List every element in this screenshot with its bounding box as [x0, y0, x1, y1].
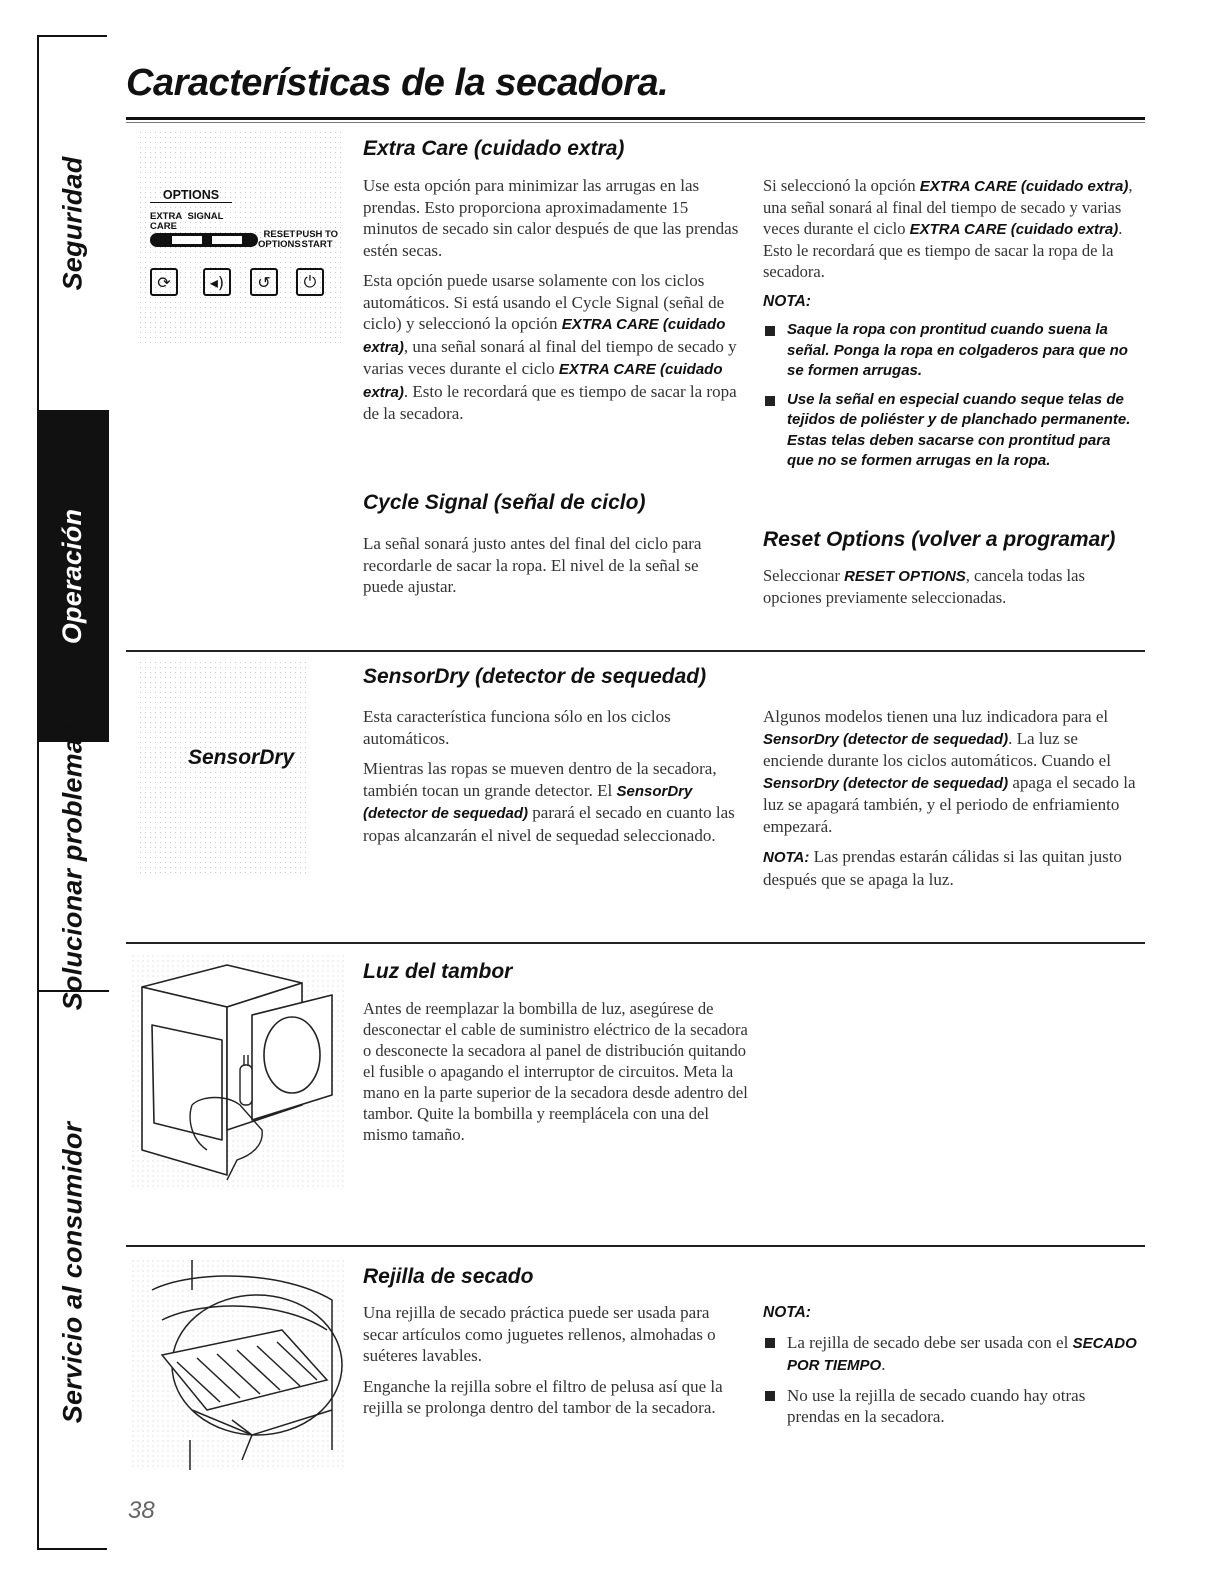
tab-seguridad[interactable]: Seguridad	[37, 37, 109, 412]
start-icon: ⏻	[296, 268, 324, 296]
sensordry-right-column	[763, 706, 1141, 899]
reset-options-label: RESET OPTIONS	[258, 229, 301, 250]
extra-care-note-list	[763, 320, 1141, 472]
options-panel-figure	[138, 130, 343, 345]
title-divider-thin	[126, 122, 1145, 123]
cycle-signal-heading: Cycle Signal (señal de ciclo)	[363, 491, 646, 514]
section-divider	[126, 942, 1145, 944]
page-title: Características de la secadora.	[126, 62, 669, 104]
section-divider	[126, 650, 1145, 652]
cycle-signal-column	[363, 533, 743, 607]
drum-light-heading: Luz del tambor	[363, 960, 513, 983]
drying-rack-note-list	[763, 1332, 1141, 1428]
refresh-icon: ⟳	[150, 268, 178, 296]
drum-light-column	[363, 998, 748, 1154]
sensordry-panel-label: SensorDry	[188, 746, 295, 769]
drying-rack-note-column	[763, 1302, 1141, 1436]
reset-options-heading: Reset Options (volver a programar)	[763, 528, 1116, 551]
options-toggle-switch	[150, 233, 258, 247]
tab-servicio-al-consumidor[interactable]: Servicio al consumidor	[57, 1121, 88, 1423]
extra-care-column	[363, 175, 743, 434]
extra-care-right-column	[763, 175, 1141, 480]
drying-rack-column	[363, 1302, 743, 1428]
drying-rack-illustration	[132, 1260, 347, 1470]
drum-light-text: Antes de reemplazar la bombilla de luz, asegúrese de desconectar el cable de suministro eléctrico de la secadora o desconecte la secadora al panel de distribución quitando el fusible o apagando el interruptor de circuitos. Meta la mano en la parte superior de la secadora desde adentro del tambor. Quite la bombilla y reemplácela con una del mismo tamaño.	[363, 999, 748, 1144]
reset-options-column	[763, 565, 1141, 617]
extra-care-p1: Use esta opción para minimizar las arrugas en las prendas. Esto proporciona aproximadamente 15 minutos de secado sin calor después de que las prendas estén secas.	[363, 176, 739, 260]
push-to-start-label: PUSH TO START	[296, 229, 339, 250]
sensordry-heading: SensorDry (detector de sequedad)	[363, 665, 707, 688]
options-title: OPTIONS	[150, 188, 232, 203]
tab-solucionar-problemas[interactable]: Solucionar problemas	[37, 742, 109, 992]
tab-operacion[interactable]: Operación	[37, 412, 109, 742]
drying-rack-p1: Una rejilla de secado práctica puede ser usada para secar artículos como juguetes rellenos, almohadas o suéteres lavables.	[363, 1303, 716, 1365]
title-divider	[126, 117, 1145, 120]
sensordry-right-text: Algunos modelos tienen una luz indicadora para el SensorDry (detector de sequedad). La luz se enciende durante los ciclos automáticos. Cuando el SensorDry (detector de sequedad) apaga el secado la luz se apagará también, y el periodo de enfriamiento empezará.	[763, 707, 1136, 836]
signal-icon: ◂)	[203, 268, 231, 296]
drying-rack-note-label: NOTA:	[763, 1304, 811, 1321]
extra-care-p2: Esta opción puede usarse solamente con los ciclos automáticos. Si está usando el Cycle Signal (señal de ciclo) y seleccionó la opción EXTRA CARE (cuidado extra), una señal sonará al final del tiempo de secado y varias veces durante el ciclo EXTRA CARE (cuidado extra). Esto le recordará que es tiempo de sacar la ropa de la secadora.	[363, 271, 737, 423]
sensordry-p2: Mientras las ropas se mueven dentro de la secadora, también tocan un grande detector. El SensorDry (detector de sequedad) parará el secado en cuanto las ropas alcanzarán el nivel de sequedad seleccionado.	[363, 759, 735, 845]
sensordry-note: NOTA: Las prendas estarán cálidas si las quitan justo después que se apaga la luz.	[763, 847, 1122, 889]
sensordry-panel-figure	[138, 660, 308, 875]
reset-icon: ↺	[250, 268, 278, 296]
extra-care-right-text: Si seleccionó la opción EXTRA CARE (cuidado extra), una señal sonará al final del tiempo de secado y varias veces durante el ciclo EXTRA CARE (cuidado extra). Esto le recordará que es tiempo de sacar la ropa de la secadora.	[763, 176, 1133, 281]
extra-care-heading: Extra Care (cuidado extra)	[363, 137, 625, 160]
list-item: La rejilla de secado debe ser usada con el SECADO POR TIEMPO.	[763, 1332, 1141, 1377]
list-item: No use la rejilla de secado cuando hay otras prendas en la secadora.	[763, 1385, 1141, 1428]
reset-options-text: Seleccionar RESET OPTIONS, cancela todas las opciones previamente seleccionadas.	[763, 566, 1085, 607]
page-number: 38	[128, 1497, 155, 1524]
drying-rack-p2: Enganche la rejilla sobre el filtro de pelusa así que la rejilla se prolonga dentro del tambor de la secadora.	[363, 1376, 723, 1417]
list-item: Use la señal en especial cuando seque telas de tejidos de poliéster y de planchado permanente. Estas telas deben sacarse con prontitud para que no se formen arrugas en la ropa.	[763, 390, 1141, 472]
section-divider	[126, 1245, 1145, 1247]
sensordry-column	[363, 706, 743, 855]
extra-care-note-label: NOTA:	[763, 293, 811, 310]
sensordry-p1: Esta característica funciona sólo en los ciclos automáticos.	[363, 707, 671, 748]
cycle-signal-text: La señal sonará justo antes del final del ciclo para recordarle de sacar la ropa. El nivel de la señal se puede ajustar.	[363, 534, 702, 596]
section-tabs	[37, 35, 107, 1550]
drying-rack-heading: Rejilla de secado	[363, 1265, 534, 1288]
list-item: Saque la ropa con prontitud cuando suena la señal. Ponga la ropa en colgaderos para que no se formen arrugas.	[763, 320, 1141, 382]
drum-light-illustration	[132, 955, 347, 1190]
extra-care-signal-label: EXTRA SIGNAL CARE	[150, 211, 224, 232]
